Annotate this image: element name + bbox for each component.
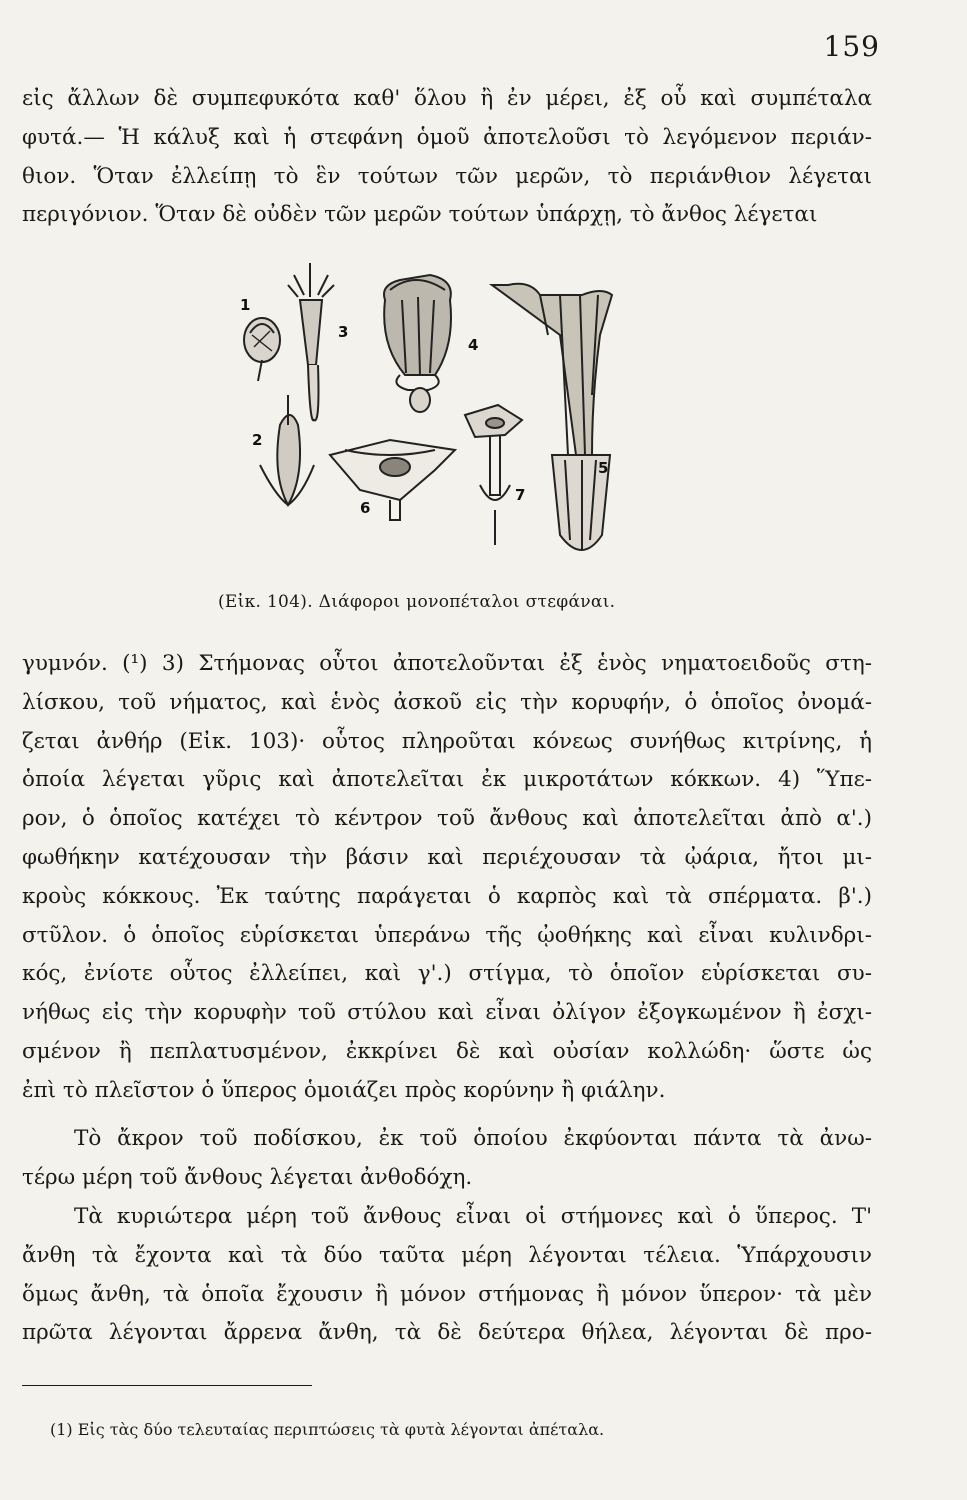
text-line: θιον. Ὅταν ἐλλείπῃ τὸ ἓν τούτων τῶν μερῶν, τὸ περιάνθιον λέγεται: [22, 163, 872, 189]
text-line: ἐπὶ τὸ πλεῖστον ὁ ὕπερος ὁμοιάζει πρὸς κορύνην ἢ φιάλην.: [22, 1077, 666, 1103]
svg-text:1: 1: [240, 296, 251, 314]
text-line: γυμνόν. (¹) 3) Στήμονας οὗτοι ἀποτελοῦνται ἐξ ἑνὸς νηματοειδοῦς στη-: [22, 651, 872, 676]
receptacle-paragraph: [22, 1120, 872, 1198]
svg-text:3: 3: [338, 323, 349, 341]
text-line: ὅμως ἄνθη, τὰ ὁποῖα ἔχουσιν ἢ μόνον στήμονας ἢ μόνον ὕπερον· τὰ μὲν: [22, 1281, 872, 1307]
svg-text:6: 6: [360, 499, 371, 517]
text-line: ὁποία λέγεται γῦρις καὶ ἀποτελεῖται ἐκ μικροτάτων κόκκων. 4) Ὕπε-: [22, 767, 872, 793]
text-line: Τὰ κυριώτερα μέρη τοῦ ἄνθους εἶναι οἱ στήμονες καὶ ὁ ὕπερος. Τ': [74, 1204, 872, 1229]
flower-1-icon: [244, 318, 280, 381]
svg-text:7: 7: [515, 486, 526, 504]
text-line: λίσκου, τοῦ νήματος, καὶ ἑνὸς ἀσκοῦ εἰς τὴν κορυφήν, ὁ ὁποῖος ὀνομά-: [22, 689, 872, 715]
figure-caption: (Εἰκ. 104). Διάφοροι μονοπέταλοι στεφάναι.: [218, 592, 616, 612]
text-line: ζεται ἀνθήρ (Εἰκ. 103)· οὗτος πληροῦται κόνεως συνήθως κιτρίνης, ἡ: [22, 728, 872, 754]
main-paragraph: [22, 645, 872, 1111]
flower-6-icon: [330, 440, 455, 520]
svg-text:2: 2: [252, 431, 263, 449]
text-line: νήθως εἰς τὴν κορυφὴν τοῦ στύλου καὶ εἶναι ὀλίγον ἐξογκωμένον ἢ ἐσχι-: [22, 1000, 872, 1026]
text-line: πρῶτα λέγονται ἄρρενα ἄνθη, τὰ δὲ δεύτερα θήλεα, λέγονται δὲ προ-: [22, 1320, 872, 1346]
text-line: κός, ἐνίοτε οὗτος ἐλλείπει, καὶ γ'.) στίγμα, τὸ ὁποῖον εὑρίσκεται συ-: [22, 961, 872, 987]
text-line: ἄνθη τὰ ἔχοντα καὶ τὰ δύο ταῦτα μέρη λέγονται τέλεια. Ὑπάρχουσιν: [22, 1242, 872, 1268]
text-line: εἰς ἄλλων δὲ συμπεφυκότα καθ' ὅλου ἢ ἐν μέρει, ἐξ οὗ καὶ συμπέταλα: [22, 86, 872, 111]
text-line: φυτά.— Ἡ κάλυξ καὶ ἡ στεφάνη ὁμοῦ ἀποτελοῦσι τὸ λεγόμενον περιάν-: [22, 124, 872, 150]
footnote-divider: [22, 1385, 312, 1386]
text-line: ρον, ὁ ὁποῖος κατέχει τὸ κέντρον τοῦ ἄνθους καὶ ἀποτελεῖται ἀπὸ α'.): [22, 806, 872, 832]
svg-text:4: 4: [468, 336, 479, 354]
text-line: περιγόνιον. Ὅταν δὲ οὐδὲν τῶν μερῶν τούτων ὑπάρχῃ, τὸ ἄνθος λέγεται: [22, 202, 818, 228]
text-line: Τὸ ἄκρον τοῦ ποδίσκου, ἐκ τοῦ ὁποίου ἐκφύονται πάντα τὰ ἀνω-: [74, 1126, 872, 1151]
page-number: 159: [823, 30, 880, 63]
flower-2-icon: [260, 395, 314, 505]
text-line: φωθήκην κατέχουσαν τὴν βάσιν καὶ περιέχουσαν τὰ ᾠάρια, ἤτοι μι-: [22, 844, 872, 870]
flower-4-icon: [384, 275, 451, 412]
footnote: (1) Εἰς τὰς δύο τελευταίας περιπτώσεις τὰ φυτὰ λέγονται ἀπέταλα.: [50, 1420, 605, 1439]
text-line: στῦλον. ὁ ὁποῖος εὑρίσκεται ὑπεράνω τῆς ᾠοθήκης καὶ εἶναι κυλινδρι-: [22, 922, 872, 948]
essential-parts-paragraph: [22, 1198, 872, 1353]
flower-7-icon: [465, 405, 522, 545]
flower-3-icon: [288, 263, 334, 420]
text-line: κροὺς κόκκους. Ἐκ ταύτης παράγεται ὁ καρπὸς καὶ τὰ σπέρματα. β'.): [22, 883, 872, 909]
flower-illustration: [230, 255, 650, 575]
top-paragraph: [22, 80, 872, 235]
text-line: σμένον ἢ πεπλατυσμένον, ἐκκρίνει δὲ καὶ οὐσίαν κολλώδη· ὥστε ὡς: [22, 1038, 872, 1064]
svg-text:5: 5: [598, 459, 609, 477]
text-line: τέρω μέρη τοῦ ἄνθους λέγεται ἀνθοδόχη.: [22, 1164, 473, 1190]
